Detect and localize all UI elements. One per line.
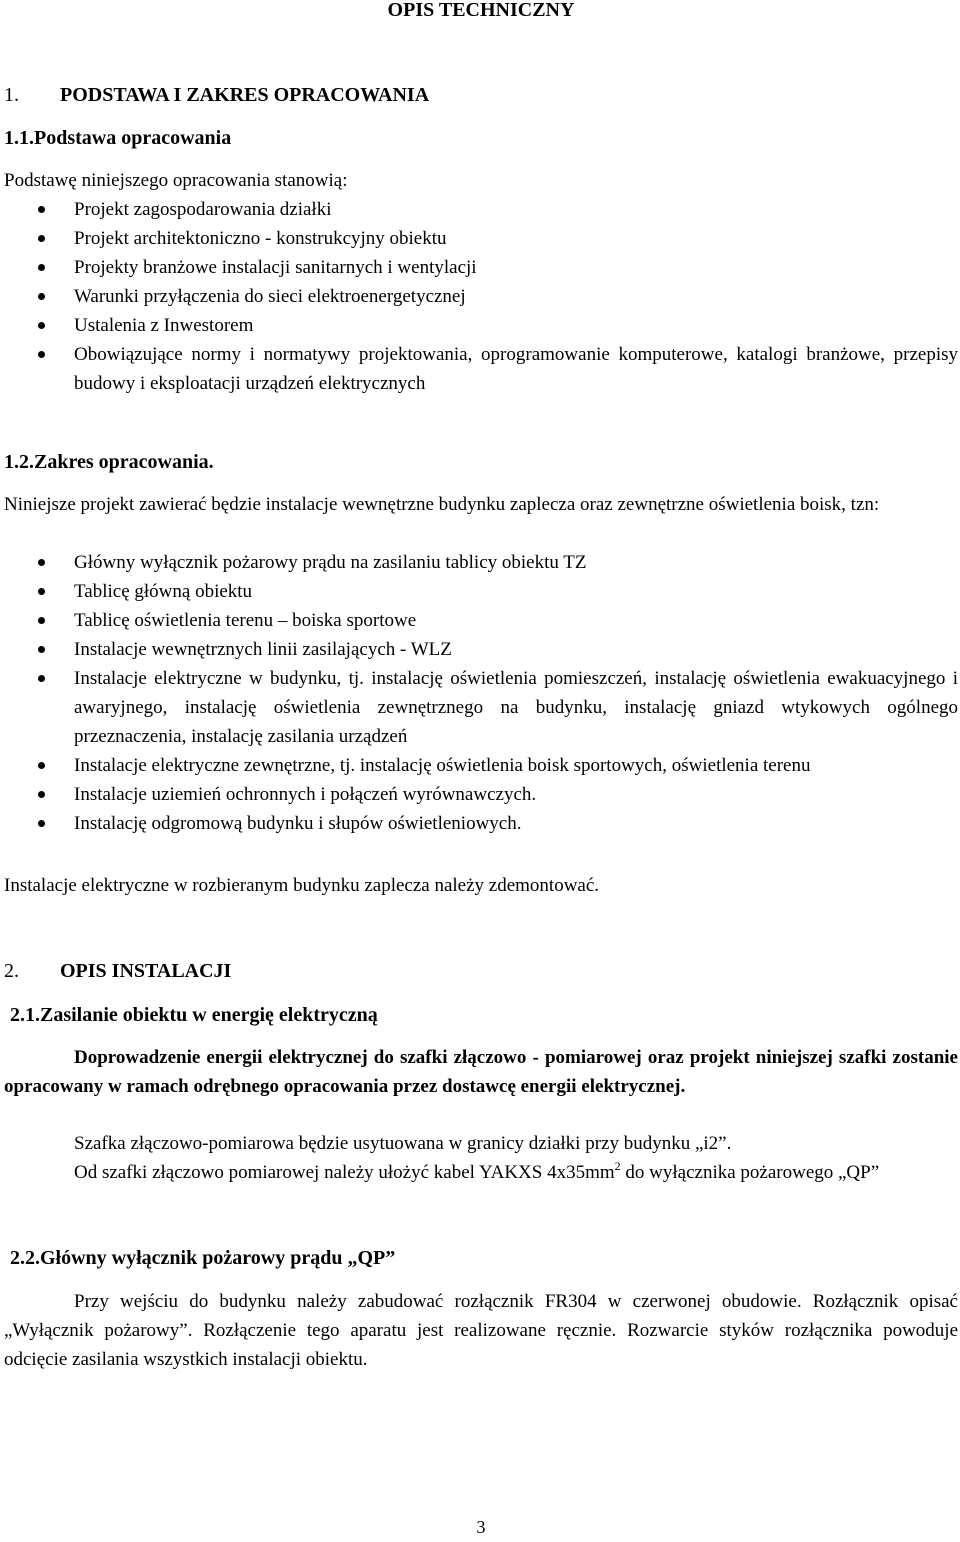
list-item: Instalacje elektryczne w budynku, tj. instalację oświetlenia pomieszczeń, instalację oświetlenia ewakuacyjnego i awaryjnego, instalację oświetlenia zewnętrznego na budynku, instalację gniazd wtykowych ogólnego przeznaczenia, instalację zasilania urządzeń [4,664,958,751]
demolition-note: Instalacje elektryczne w rozbieranym budynku zaplecza należy zdemontować. [4,875,600,896]
list-item: Instalacje elektryczne zewnętrzne, tj. instalację oświetlenia boisk sportowych, oświetlenia terenu [4,751,958,780]
cabinet-location-paragraph: Szafka złączowo-pomiarowa będzie usytuowana w granicy działki przy budynku „i2”. [74,1133,732,1154]
basis-list [4,195,958,398]
document-page [4,0,958,1537]
cable-paragraph [4,1158,958,1187]
subsection-1-1-heading: 1.1.Podstawa opracowania [4,127,232,149]
subsection-1-2-intro: Niniejsze projekt zawierać będzie instalacje wewnętrzne budynku zaplecza oraz zewnętrzne oświetlenia boisk, tzn: [4,494,880,515]
list-item: Projekt architektoniczno - konstrukcyjny obiektu [4,224,958,253]
list-item: Instalacje wewnętrznych linii zasilających - WLZ [4,635,958,664]
list-item: Ustalenia z Inwestorem [4,311,958,340]
list-item: Główny wyłącznik pożarowy prądu na zasilaniu tablicy obiektu TZ [4,548,958,577]
fire-switch-paragraph: Przy wejściu do budynku należy zabudować rozłącznik FR304 w czerwonej obudowie. Rozłącznik opisać „Wyłącznik pożarowy”. Rozłączenie tego aparatu jest realizowane ręcznie. Rozwarcie styków rozłącznika powoduje odcięcie zasilania wszystkich instalacji obiektu. [4,1291,958,1370]
supply-bold-paragraph: Doprowadzenie energii elektrycznej do szafki złączowo - pomiarowej oraz projekt niniejszej szafki zostanie opracowany w ramach odrębnego opracowania przez dostawcę energii elektrycznej. [4,1047,958,1097]
list-item: Tablicę oświetlenia terenu – boiska sportowe [4,606,958,635]
list-item: Projekt zagospodarowania działki [4,195,958,224]
subsection-2-2-heading: 2.2.Główny wyłącznik pożarowy prądu „QP” [10,1247,396,1269]
list-item: Warunki przyłączenia do sieci elektroenergetycznej [4,282,958,311]
subsection-1-1-intro: Podstawę niniejszego opracowania stanowią: [4,170,348,191]
section-1-heading [4,81,429,110]
section-2-number: 2. [4,960,19,982]
cable-text-start: Od szafki złączowo pomiarowej należy ułożyć kabel YAKXS 4x35mm [74,1162,615,1183]
section-1-title: PODSTAWA I ZAKRES OPRACOWANIA [60,84,430,106]
list-item: Instalacje uziemień ochronnych i połączeń wyrównawczych. [4,780,958,809]
scope-list [4,548,958,838]
section-2-heading [4,957,231,986]
subsection-2-1-heading: 2.1.Zasilanie obiektu w energię elektryczną [10,1004,378,1026]
cable-superscript: 2 [614,1159,621,1173]
section-2-title: OPIS INSTALACJI [60,960,232,982]
document-title: OPIS TECHNICZNY [387,0,575,21]
section-1-number: 1. [4,84,19,106]
list-item: Instalację odgromową budynku i słupów oświetleniowych. [4,809,958,838]
page-number: 3 [476,1517,486,1537]
subsection-1-2-heading: 1.2.Zakres opracowania. [4,451,214,473]
list-item: Projekty branżowe instalacji sanitarnych i wentylacji [4,253,958,282]
list-item: Obowiązujące normy i normatywy projektowania, oprogramowanie komputerowe, katalogi branżowe, przepisy budowy i eksploatacji urządzeń elektrycznych [4,340,958,398]
cable-text-end: do wyłącznika pożarowego „QP” [620,1162,880,1183]
list-item: Tablicę główną obiektu [4,577,958,606]
